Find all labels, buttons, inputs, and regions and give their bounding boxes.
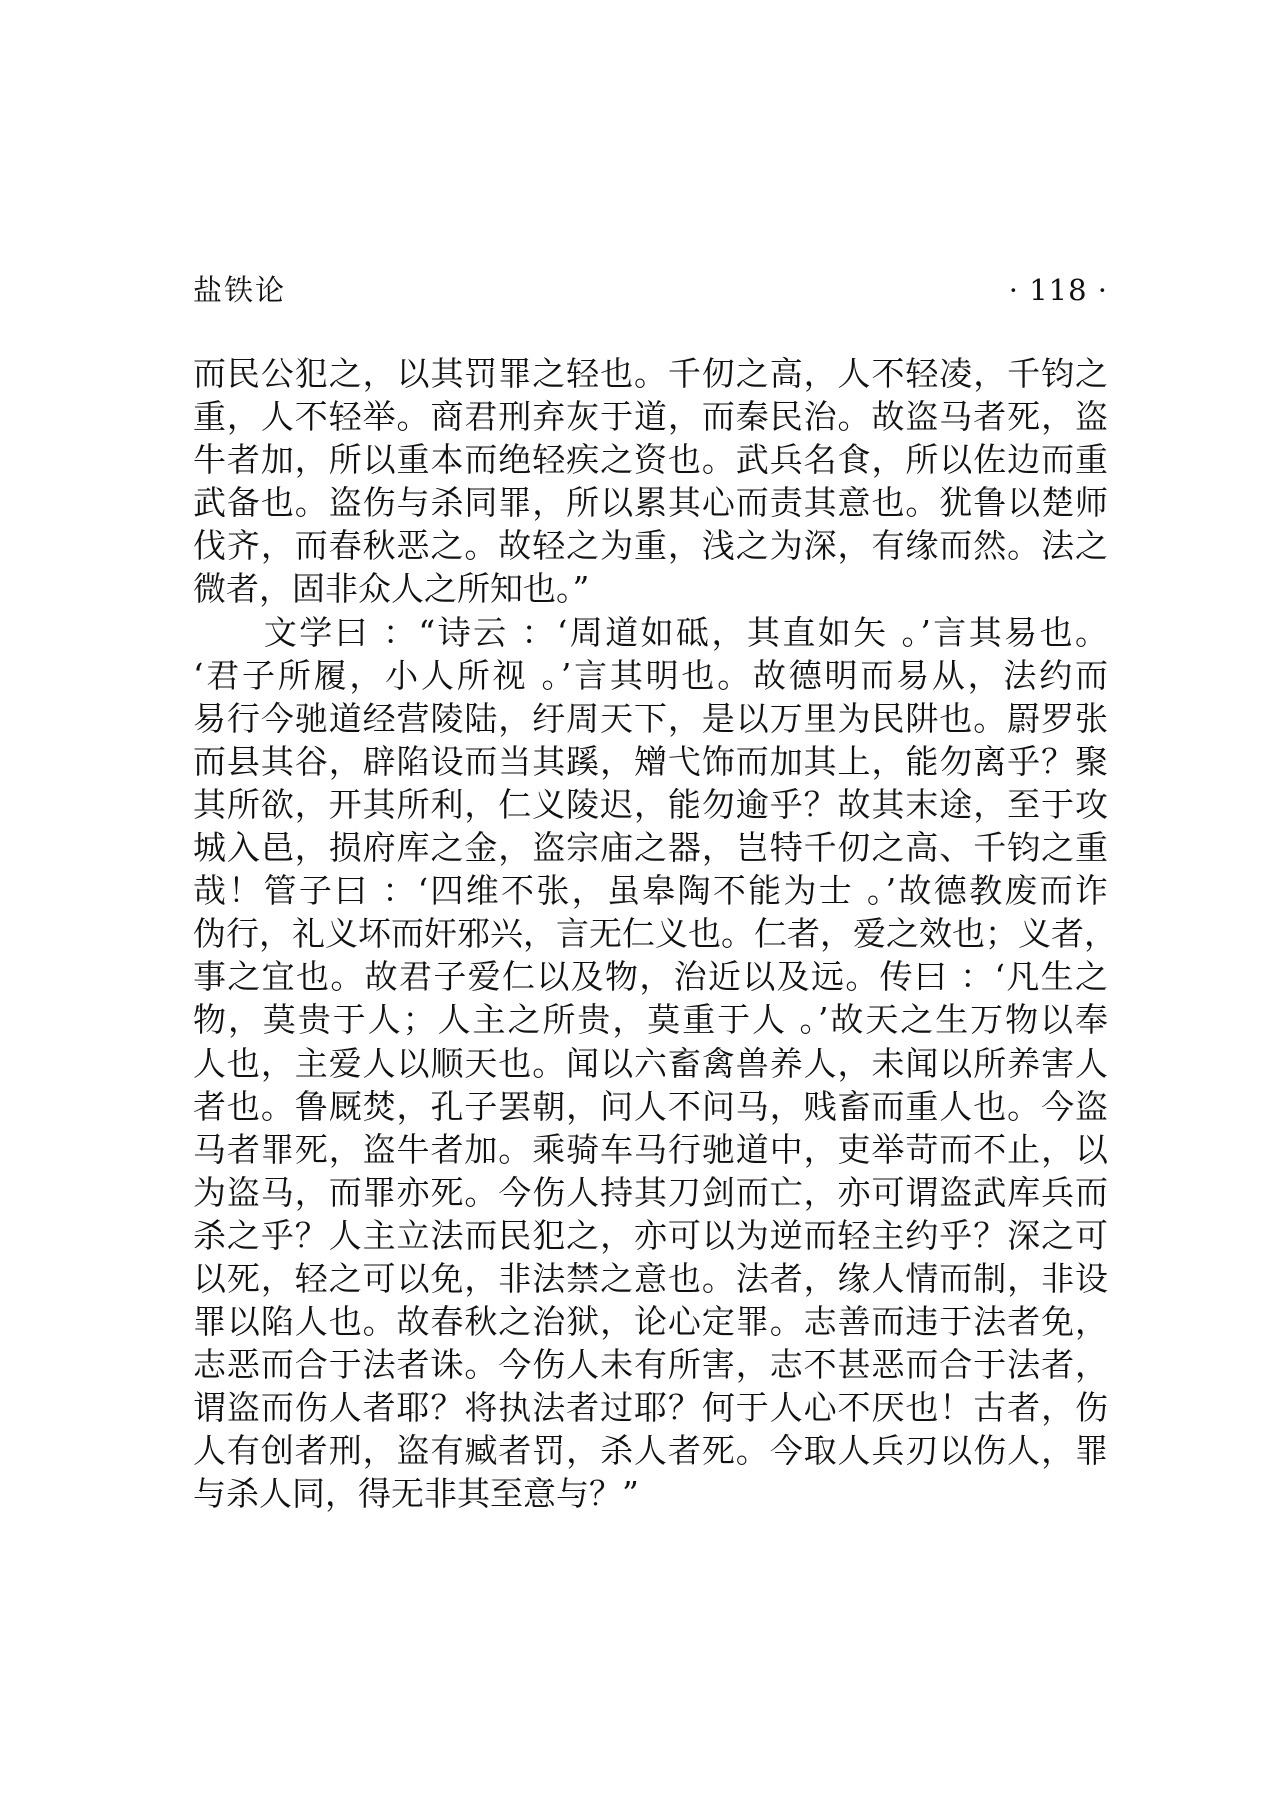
text-line: 重，人不轻举。商君刑弃灰于道，而秦民治。故盗马者死，盗 (193, 397, 1108, 437)
book-title: 盐铁论 (193, 273, 287, 307)
text-line: 马者罪死，盗牛者加。乘骑车马行驰道中，吏举苛而不止，以 (193, 1129, 1108, 1169)
text-line: 而民公犯之，以其罚罪之轻也。千仞之高，人不轻凌，千钧之 (193, 354, 1108, 393)
text-line: 牛者加，所以重本而绝轻疾之资也。武兵名食，所以佐边而重 (193, 440, 1108, 480)
text-line: 而县其谷，辟陷设而当其蹊，矰弋饰而加其上，能勿离乎？聚 (193, 741, 1108, 781)
text-line: 城入邑，损府库之金，盗宗庙之器，岂特千仞之高、千钧之重 (193, 828, 1108, 868)
text-line: 事之宜也。故君子爱仁以及物，治近以及远。传曰 ：‘凡生之 (193, 957, 1108, 997)
text-line: 罪以陷人也。故春秋之治狱，论心定罪。志善而违于法者免， (193, 1302, 1108, 1342)
text-line: 文学曰 ：“诗云 ：‘周道如砥，其直如矢 。’言其易也。 (193, 612, 1108, 652)
body-text (193, 352, 1117, 1516)
text-line: 哉！管子曰 ：‘四维不张，虽皋陶不能为士 。’故德教废而诈 (193, 871, 1108, 911)
page-number: · 118 · (1008, 273, 1108, 307)
text-line: 为盗马，而罪亦死。今伤人持其刀剑而亡，亦可谓盗武库兵而 (193, 1172, 1108, 1212)
text-line: 者也。鲁厩焚，孔子罢朝，问人不问马，贱畜而重人也。今盗 (193, 1086, 1108, 1126)
text-line: ‘君子所履，小人所视 。’言其明也。故德明而易从，法约而 (193, 655, 1108, 695)
text-line: 物，莫贵于人；人主之所贵，莫重于人 。’故天之生万物以奉 (193, 1000, 1108, 1040)
text-line: 杀之乎？人主立法而民犯之，亦可以为逆而轻主约乎？深之可 (193, 1215, 1108, 1255)
text-line: 微者，固非众人之所知也。” (193, 569, 590, 609)
text-line: 武备也。盗伤与杀同罪，所以累其心而责其意也。犹鲁以楚师 (193, 483, 1108, 523)
text-line: 伪行，礼义坏而奸邪兴，言无仁义也。仁者，爱之效也；义者， (193, 914, 1117, 954)
text-line: 与杀人同，得无非其至意与？” (193, 1474, 639, 1514)
text-line: 其所欲，开其所利，仁义陵迟，能勿逾乎？故其末途，至于攻 (193, 784, 1108, 824)
text-line: 人有创者刑，盗有臧者罚，杀人者死。今取人兵刃以伤人，罪 (193, 1431, 1108, 1471)
text-line: 以死，轻之可以免，非法禁之意也。法者，缘人情而制，非设 (193, 1258, 1108, 1298)
running-head (193, 268, 1108, 312)
text-line: 伐齐，而春秋恶之。故轻之为重，浅之为深，有缘而然。法之 (193, 526, 1108, 566)
text-line: 人也，主爱人以顺天也。闻以六畜禽兽养人，未闻以所养害人 (193, 1043, 1108, 1083)
text-line: 易行今驰道经营陵陆，纡周天下，是以万里为民阱也。罻罗张 (193, 698, 1108, 738)
text-line: 志恶而合于法者诛。今伤人未有所害，志不甚恶而合于法者， (193, 1345, 1108, 1385)
text-line: 谓盗而伤人者耶？将执法者过耶？何于人心不厌也！古者，伤 (193, 1388, 1108, 1428)
